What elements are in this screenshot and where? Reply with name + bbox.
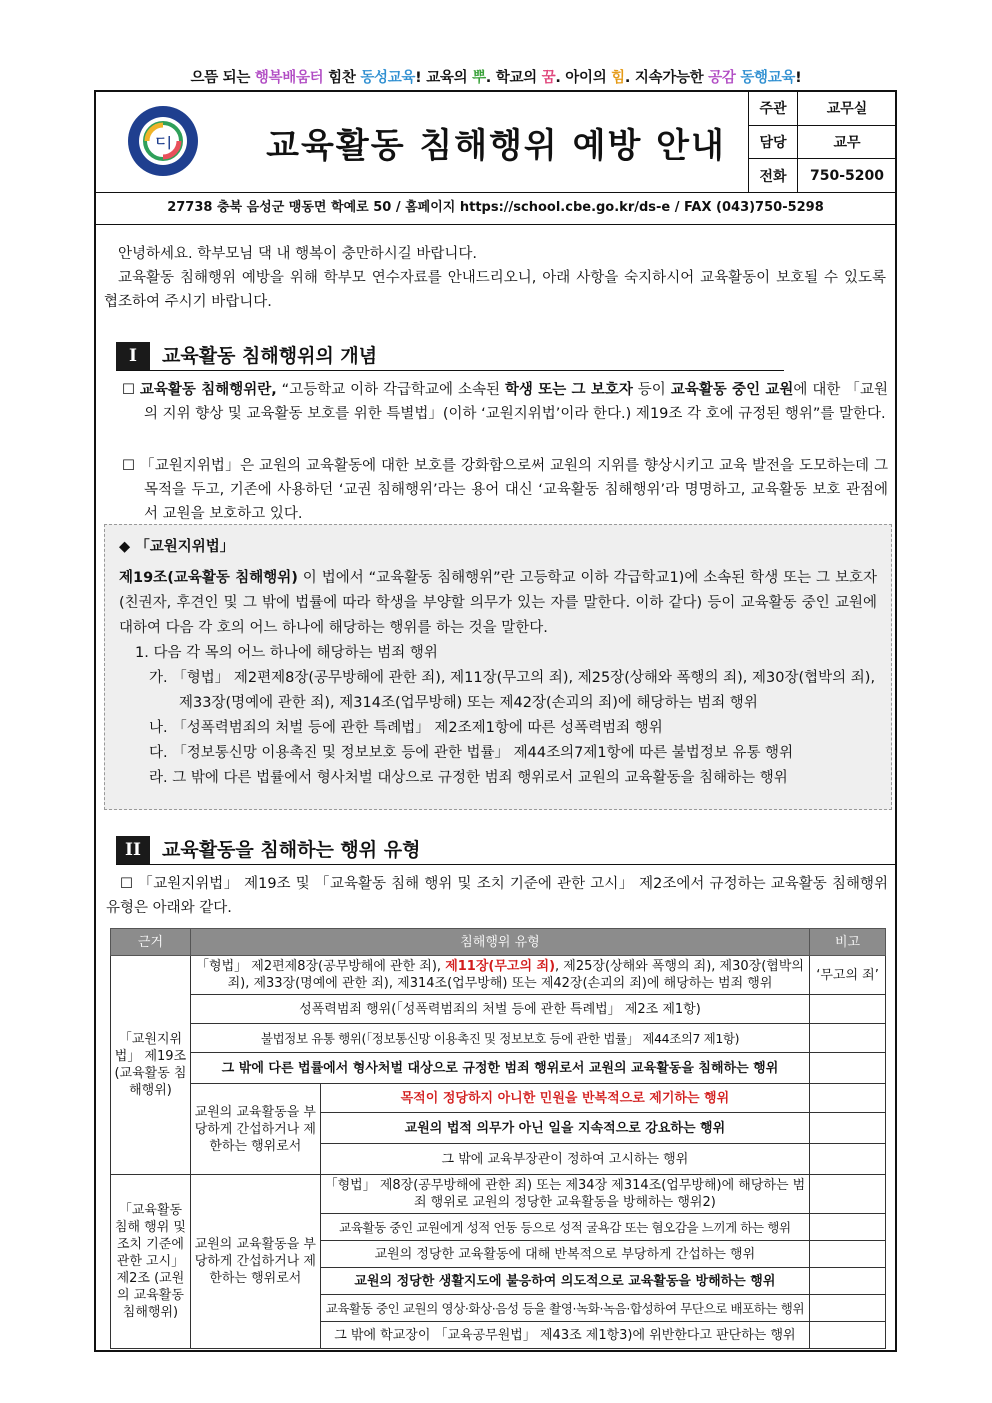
text: “고등학교 이하 각급학교에 소속된 (276, 382, 505, 398)
slogan-segment: ! 교육의 (415, 70, 473, 86)
section-heading-2 (116, 836, 896, 865)
concept-item-2 (122, 454, 888, 526)
table-cell: 그 밖에 학교장이 「교육공무원법」 제43조 제1항3)에 위반한다고 판단하는 행위 (320, 1322, 809, 1349)
note-cell: ‘무고의 죄’ (810, 956, 886, 995)
info-key: 담당 (749, 125, 798, 159)
note-cell (810, 1241, 886, 1268)
slogan-segment: ! (795, 70, 802, 86)
violation-types-table (110, 928, 886, 1349)
slogan-segment: 꿈 (541, 70, 556, 86)
document-title: 교육활동 침해행위 예방 안내 (266, 126, 726, 166)
info-value: 교무 (798, 125, 897, 159)
text-bold: 교육활동 침해행위란, (139, 382, 277, 398)
law-clause: 다. 「정보통신망 이용촉진 및 정보보호 등에 관한 법률」 제44조의7제1항에 따른 불법정보 유통 행위 (149, 745, 794, 761)
table-cell: 목적이 정당하지 아니한 민원을 반복적으로 제기하는 행위 (320, 1084, 809, 1113)
info-value: 교무실 (798, 92, 897, 125)
school-address: 27738 충북 음성군 맹동면 학예로 50 / 홈페이지 https://school.cbe.go.kr/ds-e / FAX (043)750-5298 (96, 192, 895, 225)
law-clause: 1. 다음 각 목의 어느 하나에 해당하는 범죄 행위 (135, 645, 438, 661)
checkbox-icon: ☐ (122, 458, 135, 474)
contact-info-table (748, 92, 896, 192)
section2-intro: ☐ 「교원지위법」 제19조 및 「교육활동 침해 행위 및 조치 기준에 관한 고시」 제2조에서 규정하는 교육활동 침해행위 유형은 아래와 같다. (106, 876, 888, 916)
sub-basis-cell: 교원의 교육활동을 부당하게 간섭하거나 제한하는 행위로서 (190, 1175, 320, 1349)
greeting-line: 교육활동 침해행위 예방을 위해 학부모 연수자료를 안내드리오니, 아래 사항을 숙지하시어 교육활동이 보호될 수 있도록 협조하여 주시기 바랍니다. (104, 270, 886, 310)
slogan-segment: 동성교육 (360, 70, 416, 86)
slogan-segment: 힘찬 (323, 70, 361, 86)
note-cell (810, 1322, 886, 1349)
table-header: 비고 (810, 929, 886, 956)
law-clause: 라. 그 밖에 다른 법률에서 형사처벌 대상으로 규정한 범죄 행위로서 교원의 교육활동을 침해하는 행위 (149, 770, 788, 786)
table-cell: 그 밖에 다른 법률에서 형사처벌 대상으로 규정한 범죄 행위로서 교원의 교육활동을 침해하는 행위 (190, 1053, 809, 1084)
article-title: 제19조(교육활동 침해행위) (119, 570, 298, 586)
basis-cell: 「교육활동 침해 행위 및 조치 기준에 관한 고시」 제2조 (교원의 교육활동 침해행위) (111, 1175, 191, 1349)
text: 등이 (632, 382, 671, 398)
svg-text:ㄷ|: ㄷ| (154, 135, 172, 150)
note-cell (810, 995, 886, 1024)
note-cell (810, 1113, 886, 1144)
slogan-segment: . 학교의 (485, 70, 542, 86)
note-cell (810, 1295, 886, 1322)
note-cell (810, 1024, 886, 1053)
table-cell: 교원의 정당한 교육활동에 대해 반복적으로 부당하게 간섭하는 행위 (320, 1241, 809, 1268)
slogan-segment: . 아이의 (555, 70, 612, 86)
article-text: 이 법에서 “교육활동 침해행위”란 고등학교 이하 각급학교1)에 소속된 학생 또는 그 보호자(친권자, 후견인 및 그 밖에 법률에 따라 학생을 부양할 의무가 있는 자를 말한다. 이하 같다) 등이 교육활동 중인 교원에 대하여 다음 각 호의 어느 하나에 해당하는 행위를 하는 것을 말한다. (119, 570, 877, 636)
text-red: 제11장(무고의 죄) (445, 959, 556, 974)
section-number: II (116, 836, 150, 864)
concept-item-1 (122, 378, 888, 426)
text: 에 대한 「교원의 지위 향상 및 교육활동 보호를 위한 특별법」(이하 ‘교원지위법’이라 한다.) 제19조 각 호에 규정된 행위”를 말한다. (144, 382, 889, 422)
text: , 제25장(상해와 폭행의 죄), 제30장(협박의 죄), 제33장(명예에 관한 죄), 제314조(업무방해) 또는 제42장(손괴의 죄)에 해당하는 범죄 행위 (227, 959, 804, 991)
slogan-segment: 힘 (611, 70, 625, 86)
note-cell (810, 1144, 886, 1175)
greeting-line: 안녕하세요. 학부모님 댁 내 행복이 충만하시길 바랍니다. (118, 246, 478, 262)
slogan-segment: 동행교육 (740, 70, 796, 86)
note-cell (810, 1268, 886, 1295)
info-value: 750-5200 (810, 167, 884, 184)
table-cell: 그 밖에 교육부장관이 정하여 고시하는 행위 (320, 1144, 809, 1175)
table-cell (190, 956, 809, 995)
school-slogan (0, 66, 992, 87)
text-bold: 학생 또는 그 보호자 (504, 382, 633, 398)
table-cell: 성폭력범죄 행위(「성폭력범죄의 처벌 등에 관한 특례법」 제2조 제1항) (190, 995, 809, 1024)
sub-basis-cell: 교원의 교육활동을 부당하게 간섭하거나 제한하는 행위로서 (190, 1084, 320, 1175)
info-key: 주관 (749, 92, 798, 125)
checkbox-icon: ☐ (122, 382, 135, 398)
law-clause: 나. 「성폭력범죄의 처벌 등에 관한 특례법」 제2조제1항에 따른 성폭력범죄 행위 (149, 720, 663, 736)
table-cell: 교원의 정당한 생활지도에 불응하여 의도적으로 교육활동을 방해하는 행위 (320, 1268, 809, 1295)
note-cell (810, 1175, 886, 1214)
table-cell: 교육활동 중인 교원의 영상·화상·음성 등을 촬영·녹화·녹음·합성하여 무단으로 배포하는 행위 (320, 1295, 809, 1322)
table-cell: 교원의 법적 의무가 아닌 일을 지속적으로 강요하는 행위 (320, 1113, 809, 1144)
slogan-segment: . 지속가능한 (624, 70, 709, 86)
section-heading-1 (116, 342, 784, 371)
document-body (104, 242, 889, 522)
school-logo-icon (126, 104, 200, 178)
slogan-segment: 행복배움터 (254, 70, 324, 86)
slogan-segment: 으뜸 되는 (190, 70, 255, 86)
section-label: 교육활동을 침해하는 행위 유형 (162, 839, 421, 861)
slogan-segment: 공감 (708, 70, 736, 86)
greeting (104, 242, 886, 314)
basis-cell: 「교원지위법」 제19조 (교육활동 침해행위) (111, 956, 191, 1175)
text: 「형법」 제2편제8장(공무방해에 관한 죄), (196, 959, 446, 974)
info-key: 전화 (749, 159, 798, 192)
text-bold: 교육활동 중인 교원 (670, 382, 794, 398)
table-cell: 교육활동 중인 교원에게 성적 언동 등으로 성적 굴욕감 또는 혐오감을 느끼게 하는 행위 (320, 1214, 809, 1241)
document-frame (94, 90, 897, 1352)
section-number: I (116, 342, 150, 370)
table-header: 근거 (111, 929, 191, 956)
law-clause: 가. 「형법」 제2편제8장(공무방해에 관한 죄), 제11장(무고의 죄), 제25장(상해와 폭행의 죄), 제30장(협박의 죄), (149, 670, 876, 686)
note-cell (810, 1084, 886, 1113)
law-box-heading: ◆ 「교원지위법」 (119, 539, 235, 555)
table-header: 침해행위 유형 (190, 929, 809, 956)
law-excerpt-box (104, 524, 892, 810)
section-label: 교육활동 침해행위의 개념 (162, 345, 378, 367)
note-cell (810, 1214, 886, 1241)
law-clause: 제33장(명예에 관한 죄), 제314조(업무방해) 또는 제42장(손괴의 죄)에 해당하는 범죄 행위 (179, 695, 758, 711)
table-cell: 「형법」 제8장(공무방해에 관한 죄) 또는 제34장 제314조(업무방해)에 해당하는 범죄 행위로 교원의 정당한 교육활동을 방해하는 행위2) (320, 1175, 809, 1214)
slogan-segment: 뿌 (472, 70, 486, 86)
letterhead (96, 92, 895, 193)
table-cell: 불법정보 유통 행위(「정보통신망 이용촉진 및 정보보호 등에 관한 법률」 제44조의7 제1항) (190, 1024, 809, 1053)
note-cell (810, 1053, 886, 1084)
text: 「교원지위법」은 교원의 교육활동에 대한 보호를 강화함으로써 교원의 지위를 향상시키고 교육 발전을 도모하는데 그 목적을 두고, 기존에 사용하던 ‘교권 침해행위’라는 용어 대신 ‘교육활동 침해행위’라 명명하고, 교육활동 보호 관점에서 교원을 보호하고 있다. (139, 458, 888, 522)
